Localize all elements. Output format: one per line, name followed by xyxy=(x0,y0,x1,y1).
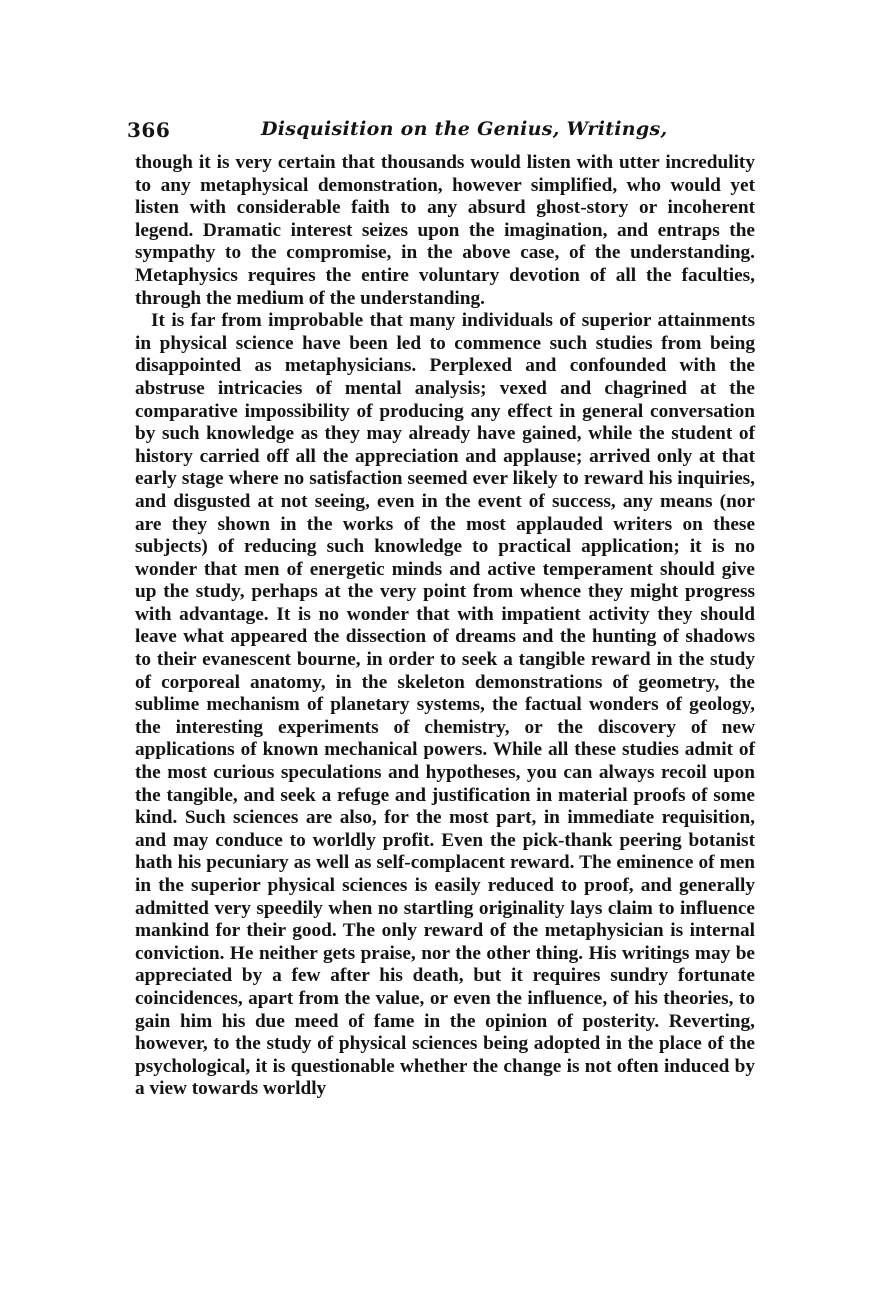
page-number: 366 xyxy=(127,118,171,142)
paragraph-continued: though it is very certain that thousands would listen with utter incredulity to any metaphysical demonstration, however simplified, who would yet listen with considerable faith to any absurd ghost-story or incoherent legend. Dramatic interest seizes upon the imagination, and entraps the sympathy to the compromise, in the above case, of the understanding. Metaphysics requires the entire voluntary devotion of all the faculties, through the medium of the understanding. xyxy=(135,152,755,309)
running-head xyxy=(127,118,767,148)
running-title: Disquisition on the Genius, Writings, xyxy=(261,118,668,140)
paragraph-metaphysicians: It is far from improbable that many individuals of superior attainments in physical science have been led to commence such studies from being disappointed as metaphysicians. Perplexed and confounded with the abstruse intricacies of mental analysis; vexed and chagrined at the comparative impossibility of producing any effect in general conversation by such knowledge as they may already have gained, while the student of history carried off all the appreciation and applause; arrived only at that early stage where no satisfaction seemed ever likely to reward his inquiries, and disgusted at not seeing, even in the event of success, any means (nor are they shown in the works of the most applauded writers on these subjects) of reducing such knowledge to practical application; it is no wonder that men of energetic minds and active temperament should give up the study, perhaps at the very point from whence they might progress with advantage. It is no wonder that with impatient activity they should leave what appeared the dissection of dreams and the hunting of shadows to their evanescent bourne, in order to seek a tangible reward in the study of corporeal anatomy, in the skeleton demonstrations of geometry, the sublime mechanism of planetary systems, the factual wonders of geology, the interesting experiments of chemistry, or the discovery of new applications of known mechanical powers. While all these studies admit of the most curious speculations and hypotheses, you can always recoil upon the tangible, and seek a refuge and justification in material proofs of some kind. Such sciences are also, for the most part, in immediate requisition, and may conduce to worldly profit. Even the pick-thank peering botanist hath his pecuniary as well as self-complacent reward. The eminence of men in the superior physical sciences is easily reduced to proof, and generally admitted very speedily when no startling originality lays claim to influence mankind for their good. The only reward of the metaphysician is internal conviction. He neither gets praise, nor the other thing. His writings may be appreciated by a few after his death, but it requires sundry fortunate coincidences, apart from the value, or even the influence, of his theories, to gain him his due meed of fame in the opinion of posterity. Reverting, however, to the study of physical sciences being adopted in the place of the psychological, it is questionable whether the change is not often induced by a view towards worldly xyxy=(135,310,755,1100)
body-text xyxy=(135,152,755,1101)
